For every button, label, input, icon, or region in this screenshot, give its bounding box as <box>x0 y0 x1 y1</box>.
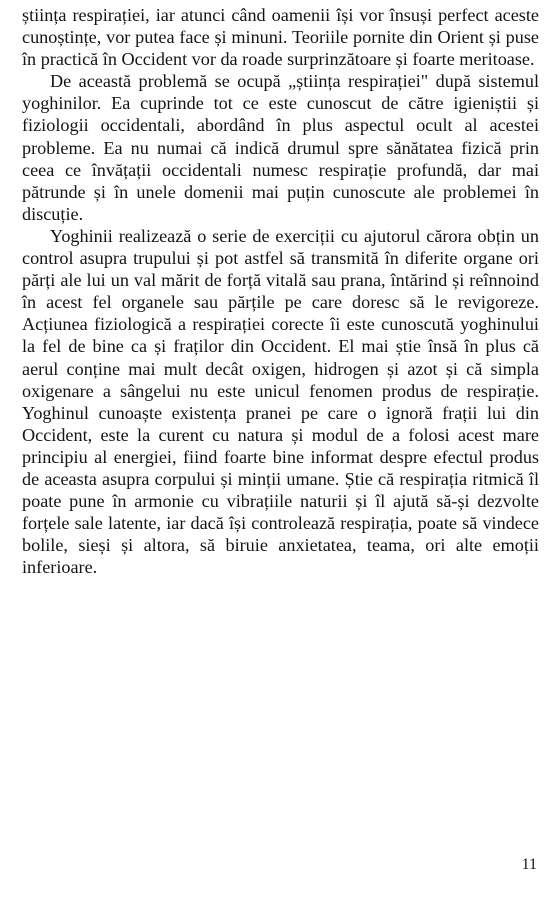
paragraph-1: știința respirației, iar atunci când oamenii își vor însuși perfect aceste cunoștințe, vor putea face și minuni. Teoriile pornite din Orient și puse în practică în Occident vor da roade surprinzătoare și foarte meritoase. <box>22 5 539 70</box>
paragraph-3: Yoghinii realizează o serie de exerciții cu ajutorul cărora obțin un control asupra trupului și pot astfel să transmită în diferite organe ori părți ale lui un val mărit de forță vitală sau prana, întărind și reînnoind în acest fel organele sau părțile pe care doresc să le revigoreze. Acțiunea fiziologică a respirației corecte îi este cunoscută yoghinului la fel de bine ca și fraților din Occident. El mai știe însă în plus că aerul conține mai mult decât oxigen, hidrogen și azot și că simpla oxigenare a sângelui nu este unicul fenomen produs de respirație. Yoghinul cunoaște existența pranei pe care o ignoră frații lui din Occident, este la curent cu natura și modul de a folosi acest mare principiu al energiei, fiind foarte bine informat despre efectul produs de aceasta asupra corpului și minții umane. Știe că respirația ritmică îl poate pune în armonie cu vibrațiile naturii și îl ajută să-și dezvolte forțele sale latente, iar dacă își controlează respirația, poate să vindece bolile, sieși și altora, să biruie anxietatea, teama, ori alte emoții inferioare. <box>22 225 539 578</box>
page-number: 11 <box>521 856 537 873</box>
paragraph-2: De această problemă se ocupă „știința respirației" după sistemul yoghinilor. Ea cuprinde tot ce este cunoscut de către igieniștii și fiziologii occidentali, abordând în plus aspectul ocult al acestei probleme. Ea nu numai că indică drumul spre sănătatea fizică prin ceea ce învățații occidentali numesc respirație profundă, dar mai pătrunde și în unele domenii mai puțin cunoscute ale problemei în discuție. <box>22 71 539 224</box>
page-body <box>22 4 539 578</box>
